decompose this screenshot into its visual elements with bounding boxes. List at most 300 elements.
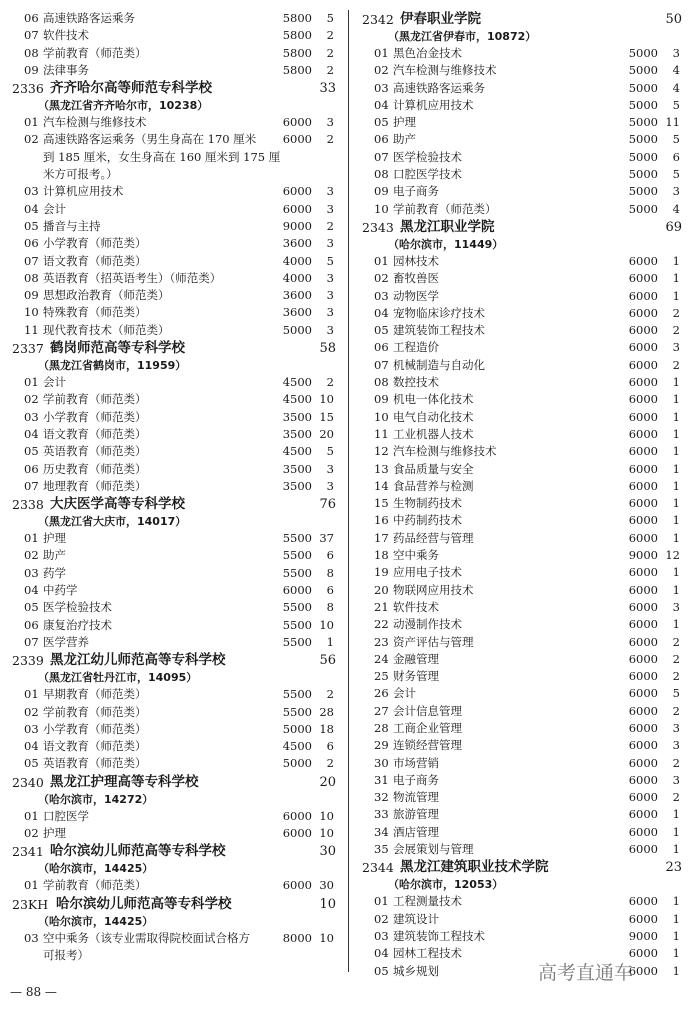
school-total: 10 bbox=[319, 896, 336, 912]
major-code: 14 bbox=[374, 478, 389, 493]
major-row bbox=[360, 824, 686, 841]
tuition-fee: 6000 bbox=[628, 634, 658, 649]
tuition-fee: 6000 bbox=[282, 115, 312, 130]
major-name: 会计 bbox=[43, 375, 66, 390]
enrollment-count: 28 bbox=[319, 704, 334, 719]
page-number: — 88 — bbox=[10, 985, 57, 999]
major-name: 食品质量与安全 bbox=[393, 461, 474, 476]
enrollment-count: 5 bbox=[672, 167, 680, 182]
enrollment-count: 1 bbox=[672, 409, 680, 424]
major-row bbox=[360, 478, 686, 495]
tuition-fee: 4500 bbox=[282, 392, 312, 407]
enrollment-count: 5 bbox=[672, 686, 680, 701]
tuition-fee: 6000 bbox=[282, 184, 312, 199]
tuition-fee: 6000 bbox=[628, 824, 658, 839]
major-code: 11 bbox=[374, 426, 389, 441]
major-name: 空中乘务 bbox=[393, 548, 439, 563]
school-name: 伊春职业学院 bbox=[400, 11, 481, 27]
major-code: 02 bbox=[24, 704, 39, 719]
major-row bbox=[10, 461, 340, 478]
tuition-fee: 9000 bbox=[282, 218, 312, 233]
tuition-fee: 3500 bbox=[282, 461, 312, 476]
major-name: 黑色冶金技术 bbox=[393, 46, 462, 60]
major-code: 09 bbox=[24, 62, 39, 77]
enrollment-count: 3 bbox=[672, 340, 680, 355]
tuition-fee: 5000 bbox=[628, 149, 658, 164]
tuition-fee: 6000 bbox=[628, 963, 658, 978]
enrollment-count: 6 bbox=[672, 149, 680, 164]
tuition-fee: 4000 bbox=[282, 253, 312, 268]
school-total: 58 bbox=[319, 341, 336, 357]
major-code: 01 bbox=[24, 808, 39, 823]
major-row bbox=[360, 45, 686, 62]
major-code: 01 bbox=[24, 375, 39, 390]
major-code: 03 bbox=[24, 409, 39, 424]
school-location bbox=[10, 514, 340, 530]
enrollment-count: 8 bbox=[326, 565, 334, 580]
tuition-fee: 5500 bbox=[282, 600, 312, 615]
enrollment-count: 10 bbox=[319, 392, 334, 407]
enrollment-count: 5 bbox=[672, 97, 680, 112]
tuition-fee: 6000 bbox=[628, 946, 658, 961]
major-code: 30 bbox=[374, 755, 389, 770]
major-name: 动物医学 bbox=[393, 288, 439, 303]
major-name: 工商企业管理 bbox=[393, 720, 462, 735]
major-row bbox=[360, 893, 686, 910]
major-row bbox=[360, 357, 686, 374]
tuition-fee: 6000 bbox=[628, 807, 658, 822]
tuition-fee: 9000 bbox=[628, 928, 658, 943]
left-column bbox=[10, 10, 340, 964]
major-name: 会计信息管理 bbox=[393, 703, 462, 718]
major-row bbox=[360, 841, 686, 858]
major-name: 软件技术 bbox=[393, 599, 439, 614]
tuition-fee: 4500 bbox=[282, 444, 312, 459]
major-note-continuation bbox=[10, 149, 340, 166]
school-code: 2341 bbox=[12, 844, 44, 860]
major-name: 连锁经营管理 bbox=[393, 738, 462, 753]
major-row bbox=[360, 461, 686, 478]
school-location bbox=[10, 358, 340, 374]
tuition-fee: 5500 bbox=[282, 617, 312, 632]
enrollment-count: 15 bbox=[319, 409, 334, 424]
school-code: 2344 bbox=[362, 860, 394, 876]
major-note-text: 米方可报考。） bbox=[43, 167, 118, 182]
major-name: 医学检验技术 bbox=[43, 600, 112, 615]
major-row bbox=[10, 253, 340, 270]
tuition-fee: 6000 bbox=[628, 565, 658, 580]
major-name: 计算机应用技术 bbox=[43, 184, 124, 199]
tuition-fee: 5000 bbox=[628, 184, 658, 199]
major-code: 06 bbox=[24, 236, 39, 251]
school-header bbox=[10, 773, 340, 792]
major-row bbox=[10, 755, 340, 772]
enrollment-count: 2 bbox=[672, 755, 680, 770]
major-row bbox=[10, 201, 340, 218]
major-name: 助产 bbox=[393, 132, 416, 147]
major-name: 药学 bbox=[43, 565, 66, 580]
major-code: 04 bbox=[374, 305, 389, 320]
major-name: 物联网应用技术 bbox=[393, 582, 474, 597]
tuition-fee: 5500 bbox=[282, 687, 312, 702]
major-code: 05 bbox=[374, 115, 389, 130]
major-row bbox=[10, 27, 340, 44]
major-name: 医学检验技术 bbox=[393, 149, 462, 164]
major-name: 高速铁路客运乘务 bbox=[393, 80, 485, 95]
enrollment-count: 10 bbox=[319, 825, 334, 840]
major-row bbox=[10, 530, 340, 547]
enrollment-count: 3 bbox=[672, 599, 680, 614]
major-name: 学前教育（师范类） bbox=[43, 878, 147, 893]
major-code: 20 bbox=[374, 582, 389, 597]
enrollment-count: 12 bbox=[665, 548, 680, 563]
major-code: 01 bbox=[374, 253, 389, 268]
enrollment-count: 3 bbox=[672, 772, 680, 787]
major-row bbox=[10, 374, 340, 391]
major-code: 01 bbox=[374, 894, 389, 909]
major-code: 09 bbox=[374, 184, 389, 199]
major-name: 工程测量技术 bbox=[393, 894, 462, 909]
right-column bbox=[360, 10, 686, 980]
enrollment-count: 3 bbox=[672, 720, 680, 735]
major-code: 07 bbox=[24, 634, 39, 649]
location-text: （哈尔滨市，14425） bbox=[38, 862, 154, 876]
school-code: 2343 bbox=[362, 219, 394, 235]
enrollment-count: 10 bbox=[319, 617, 334, 632]
tuition-fee: 5000 bbox=[628, 132, 658, 147]
tuition-fee: 6000 bbox=[628, 271, 658, 286]
major-row bbox=[10, 391, 340, 408]
major-code: 02 bbox=[374, 911, 389, 926]
major-name: 早期教育（师范类） bbox=[43, 687, 147, 702]
major-row bbox=[360, 253, 686, 270]
enrollment-count: 2 bbox=[326, 45, 334, 60]
school-name: 鹤岗师范高等专科学校 bbox=[50, 340, 185, 357]
enrollment-count: 3 bbox=[672, 46, 680, 60]
major-row bbox=[360, 97, 686, 114]
school-location bbox=[360, 29, 686, 45]
major-code: 05 bbox=[374, 963, 389, 978]
school-name: 哈尔滨幼儿师范高等专科学校 bbox=[56, 895, 232, 912]
school-code: 2339 bbox=[12, 653, 44, 669]
school-code: 2340 bbox=[12, 774, 44, 790]
tuition-fee: 6000 bbox=[628, 409, 658, 424]
enrollment-count: 3 bbox=[326, 270, 334, 285]
enrollment-count: 2 bbox=[326, 218, 334, 233]
tuition-fee: 5800 bbox=[282, 11, 312, 25]
tuition-fee: 3500 bbox=[282, 478, 312, 493]
tuition-fee: 3500 bbox=[282, 426, 312, 441]
major-code: 17 bbox=[374, 530, 389, 545]
major-name: 空中乘务（该专业需取得院校面试合格方 bbox=[43, 930, 250, 945]
major-row bbox=[360, 945, 686, 962]
major-name: 机械制造与自动化 bbox=[393, 357, 485, 372]
school-code: 2342 bbox=[362, 12, 394, 27]
school-total: 56 bbox=[319, 653, 336, 669]
school-header bbox=[10, 651, 340, 670]
major-code: 31 bbox=[374, 772, 389, 787]
major-code: 09 bbox=[374, 392, 389, 407]
school-name: 哈尔滨幼儿师范高等专科学校 bbox=[50, 843, 226, 860]
tuition-fee: 6000 bbox=[628, 842, 658, 857]
major-code: 10 bbox=[374, 201, 389, 216]
major-code: 13 bbox=[374, 461, 389, 476]
enrollment-count: 2 bbox=[326, 375, 334, 390]
major-row bbox=[360, 409, 686, 426]
major-name: 会展策划与管理 bbox=[393, 842, 474, 857]
tuition-fee: 5000 bbox=[628, 115, 658, 130]
enrollment-count: 1 bbox=[672, 911, 680, 926]
enrollment-count: 1 bbox=[672, 271, 680, 286]
major-name: 口腔医学 bbox=[43, 808, 89, 823]
tuition-fee: 5800 bbox=[282, 45, 312, 60]
tuition-fee: 5000 bbox=[628, 46, 658, 60]
major-name: 会计 bbox=[393, 686, 416, 701]
major-row bbox=[360, 651, 686, 668]
major-code: 33 bbox=[374, 807, 389, 822]
enrollment-count: 10 bbox=[319, 930, 334, 945]
enrollment-count: 1 bbox=[672, 824, 680, 839]
major-code: 04 bbox=[24, 739, 39, 754]
major-row bbox=[10, 721, 340, 738]
tuition-fee: 6000 bbox=[628, 582, 658, 597]
major-note-text: 到 185 厘米，女生身高在 160 厘米到 175 厘 bbox=[43, 149, 281, 164]
major-name: 小学教育（师范类） bbox=[43, 409, 147, 424]
enrollment-count: 2 bbox=[672, 703, 680, 718]
tuition-fee: 6000 bbox=[282, 808, 312, 823]
tuition-fee: 3600 bbox=[282, 288, 312, 303]
tuition-fee: 6000 bbox=[628, 305, 658, 320]
major-code: 08 bbox=[24, 45, 39, 60]
major-row bbox=[10, 235, 340, 252]
major-row bbox=[360, 564, 686, 581]
major-name: 康复治疗技术 bbox=[43, 617, 112, 632]
major-code: 02 bbox=[24, 392, 39, 407]
enrollment-count: 3 bbox=[326, 201, 334, 216]
tuition-fee: 9000 bbox=[628, 548, 658, 563]
major-row bbox=[360, 114, 686, 131]
tuition-fee: 5800 bbox=[282, 28, 312, 43]
tuition-fee: 6000 bbox=[628, 323, 658, 338]
major-row bbox=[360, 374, 686, 391]
tuition-fee: 6000 bbox=[628, 599, 658, 614]
major-code: 03 bbox=[24, 930, 39, 945]
tuition-fee: 6000 bbox=[282, 825, 312, 840]
enrollment-count: 4 bbox=[672, 201, 680, 216]
school-name: 齐齐哈尔高等师范专科学校 bbox=[50, 80, 212, 97]
major-name: 特殊教育（师范类） bbox=[43, 305, 147, 320]
enrollment-count: 8 bbox=[326, 600, 334, 615]
major-code: 12 bbox=[374, 444, 389, 459]
school-location bbox=[360, 237, 686, 253]
major-name: 市场营销 bbox=[393, 755, 439, 770]
major-row bbox=[360, 616, 686, 633]
major-code: 26 bbox=[374, 686, 389, 701]
major-code: 06 bbox=[374, 340, 389, 355]
school-name: 大庆医学高等专科学校 bbox=[50, 496, 185, 513]
location-text: （黑龙江省伊春市，10872） bbox=[388, 30, 537, 43]
school-total: 69 bbox=[665, 219, 682, 235]
enrollment-count: 1 bbox=[672, 478, 680, 493]
major-name: 软件技术 bbox=[43, 28, 89, 43]
enrollment-count: 6 bbox=[326, 583, 334, 598]
major-name: 电子商务 bbox=[393, 772, 439, 787]
major-code: 06 bbox=[24, 617, 39, 632]
major-row bbox=[360, 582, 686, 599]
enrollment-count: 1 bbox=[672, 253, 680, 268]
major-code: 02 bbox=[374, 271, 389, 286]
major-name: 护理 bbox=[43, 825, 66, 840]
major-name: 建筑装饰工程技术 bbox=[393, 323, 485, 338]
major-code: 18 bbox=[374, 548, 389, 563]
tuition-fee: 6000 bbox=[628, 686, 658, 701]
major-name: 建筑装饰工程技术 bbox=[393, 928, 485, 943]
enrollment-count: 1 bbox=[672, 444, 680, 459]
tuition-fee: 6000 bbox=[628, 288, 658, 303]
enrollment-count: 30 bbox=[319, 878, 334, 893]
enrollment-count: 2 bbox=[326, 132, 334, 147]
tuition-fee: 4500 bbox=[282, 375, 312, 390]
enrollment-count: 2 bbox=[326, 756, 334, 771]
major-code: 02 bbox=[24, 548, 39, 563]
major-row bbox=[10, 565, 340, 582]
major-row bbox=[10, 738, 340, 755]
major-code: 05 bbox=[24, 444, 39, 459]
major-row bbox=[360, 183, 686, 200]
enrollment-count: 4 bbox=[672, 63, 680, 78]
major-code: 04 bbox=[24, 583, 39, 598]
enrollment-count: 2 bbox=[672, 790, 680, 805]
major-code: 28 bbox=[374, 720, 389, 735]
major-row bbox=[360, 62, 686, 79]
major-row bbox=[360, 80, 686, 97]
major-row bbox=[360, 322, 686, 339]
major-row bbox=[360, 443, 686, 460]
enrollment-count: 20 bbox=[319, 426, 334, 441]
major-row bbox=[360, 288, 686, 305]
major-row bbox=[360, 806, 686, 823]
major-row bbox=[360, 911, 686, 928]
school-total: 50 bbox=[665, 12, 682, 27]
major-name: 计算机应用技术 bbox=[393, 97, 474, 112]
major-row bbox=[10, 825, 340, 842]
tuition-fee: 5000 bbox=[282, 322, 312, 337]
enrollment-count: 1 bbox=[672, 946, 680, 961]
major-code: 24 bbox=[374, 651, 389, 666]
tuition-fee: 5000 bbox=[282, 721, 312, 736]
major-code: 01 bbox=[24, 531, 39, 546]
major-row bbox=[10, 443, 340, 460]
enrollment-count: 6 bbox=[326, 739, 334, 754]
major-name: 财务管理 bbox=[393, 669, 439, 684]
major-code: 07 bbox=[24, 253, 39, 268]
major-name: 英语教育（招英语考生）（师范类） bbox=[43, 270, 222, 285]
major-name: 城乡规划 bbox=[393, 963, 439, 978]
major-name: 资产评估与管理 bbox=[393, 634, 474, 649]
major-name: 中药学 bbox=[43, 583, 78, 598]
major-name: 金融管理 bbox=[393, 651, 439, 666]
major-name: 汽车检测与维修技术 bbox=[43, 115, 147, 130]
school-code: 23KH bbox=[12, 896, 49, 912]
major-code: 04 bbox=[24, 426, 39, 441]
school-location bbox=[10, 861, 340, 877]
major-name: 园林技术 bbox=[393, 253, 439, 268]
major-name: 高速铁路客运乘务 bbox=[43, 11, 135, 25]
location-text: （黑龙江省齐齐哈尔市，10238） bbox=[38, 99, 209, 113]
enrollment-count: 2 bbox=[326, 28, 334, 43]
major-row bbox=[10, 930, 340, 947]
major-name: 建筑设计 bbox=[393, 911, 439, 926]
tuition-fee: 5500 bbox=[282, 634, 312, 649]
enrollment-count: 1 bbox=[672, 928, 680, 943]
major-name: 助产 bbox=[43, 548, 66, 563]
enrollment-count: 2 bbox=[326, 687, 334, 702]
major-name: 宠物临床诊疗技术 bbox=[393, 305, 485, 320]
major-name: 学前教育（师范类） bbox=[393, 201, 497, 216]
major-row bbox=[360, 634, 686, 651]
major-name: 学前教育（师范类） bbox=[43, 392, 147, 407]
major-name: 学前教育（师范类） bbox=[43, 704, 147, 719]
major-row bbox=[360, 720, 686, 737]
enrollment-count: 3 bbox=[326, 236, 334, 251]
enrollment-count: 2 bbox=[672, 323, 680, 338]
tuition-fee: 6000 bbox=[628, 720, 658, 735]
school-header bbox=[360, 218, 686, 237]
tuition-fee: 6000 bbox=[628, 755, 658, 770]
major-code: 10 bbox=[374, 409, 389, 424]
school-location bbox=[10, 98, 340, 114]
major-name: 食品营养与检测 bbox=[393, 478, 474, 493]
enrollment-count: 1 bbox=[672, 513, 680, 528]
tuition-fee: 6000 bbox=[628, 461, 658, 476]
tuition-fee: 6000 bbox=[282, 583, 312, 598]
enrollment-count: 3 bbox=[326, 478, 334, 493]
major-name: 畜牧兽医 bbox=[393, 271, 439, 286]
major-note-continuation bbox=[10, 166, 340, 183]
major-code: 08 bbox=[24, 270, 39, 285]
tuition-fee: 6000 bbox=[628, 911, 658, 926]
major-row bbox=[360, 270, 686, 287]
tuition-fee: 6000 bbox=[282, 878, 312, 893]
enrollment-count: 1 bbox=[672, 565, 680, 580]
major-code: 15 bbox=[374, 496, 389, 511]
school-header bbox=[10, 339, 340, 358]
enrollment-count: 1 bbox=[672, 530, 680, 545]
major-code: 11 bbox=[24, 322, 39, 337]
major-row bbox=[10, 322, 340, 339]
major-code: 34 bbox=[374, 824, 389, 839]
tuition-fee: 6000 bbox=[628, 513, 658, 528]
major-row bbox=[360, 391, 686, 408]
enrollment-count: 2 bbox=[672, 651, 680, 666]
tuition-fee: 5500 bbox=[282, 531, 312, 546]
major-name: 小学教育（师范类） bbox=[43, 721, 147, 736]
enrollment-count: 3 bbox=[326, 288, 334, 303]
major-code: 07 bbox=[24, 478, 39, 493]
major-row bbox=[10, 808, 340, 825]
major-row bbox=[360, 599, 686, 616]
school-name: 黑龙江幼儿师范高等专科学校 bbox=[50, 652, 226, 669]
enrollment-count: 5 bbox=[326, 444, 334, 459]
major-name: 药品经营与管理 bbox=[393, 530, 474, 545]
school-total: 20 bbox=[319, 774, 336, 790]
major-code: 06 bbox=[24, 11, 39, 25]
major-row bbox=[360, 426, 686, 443]
major-row bbox=[360, 789, 686, 806]
major-row bbox=[10, 409, 340, 426]
major-row bbox=[360, 685, 686, 702]
major-code: 08 bbox=[374, 167, 389, 182]
